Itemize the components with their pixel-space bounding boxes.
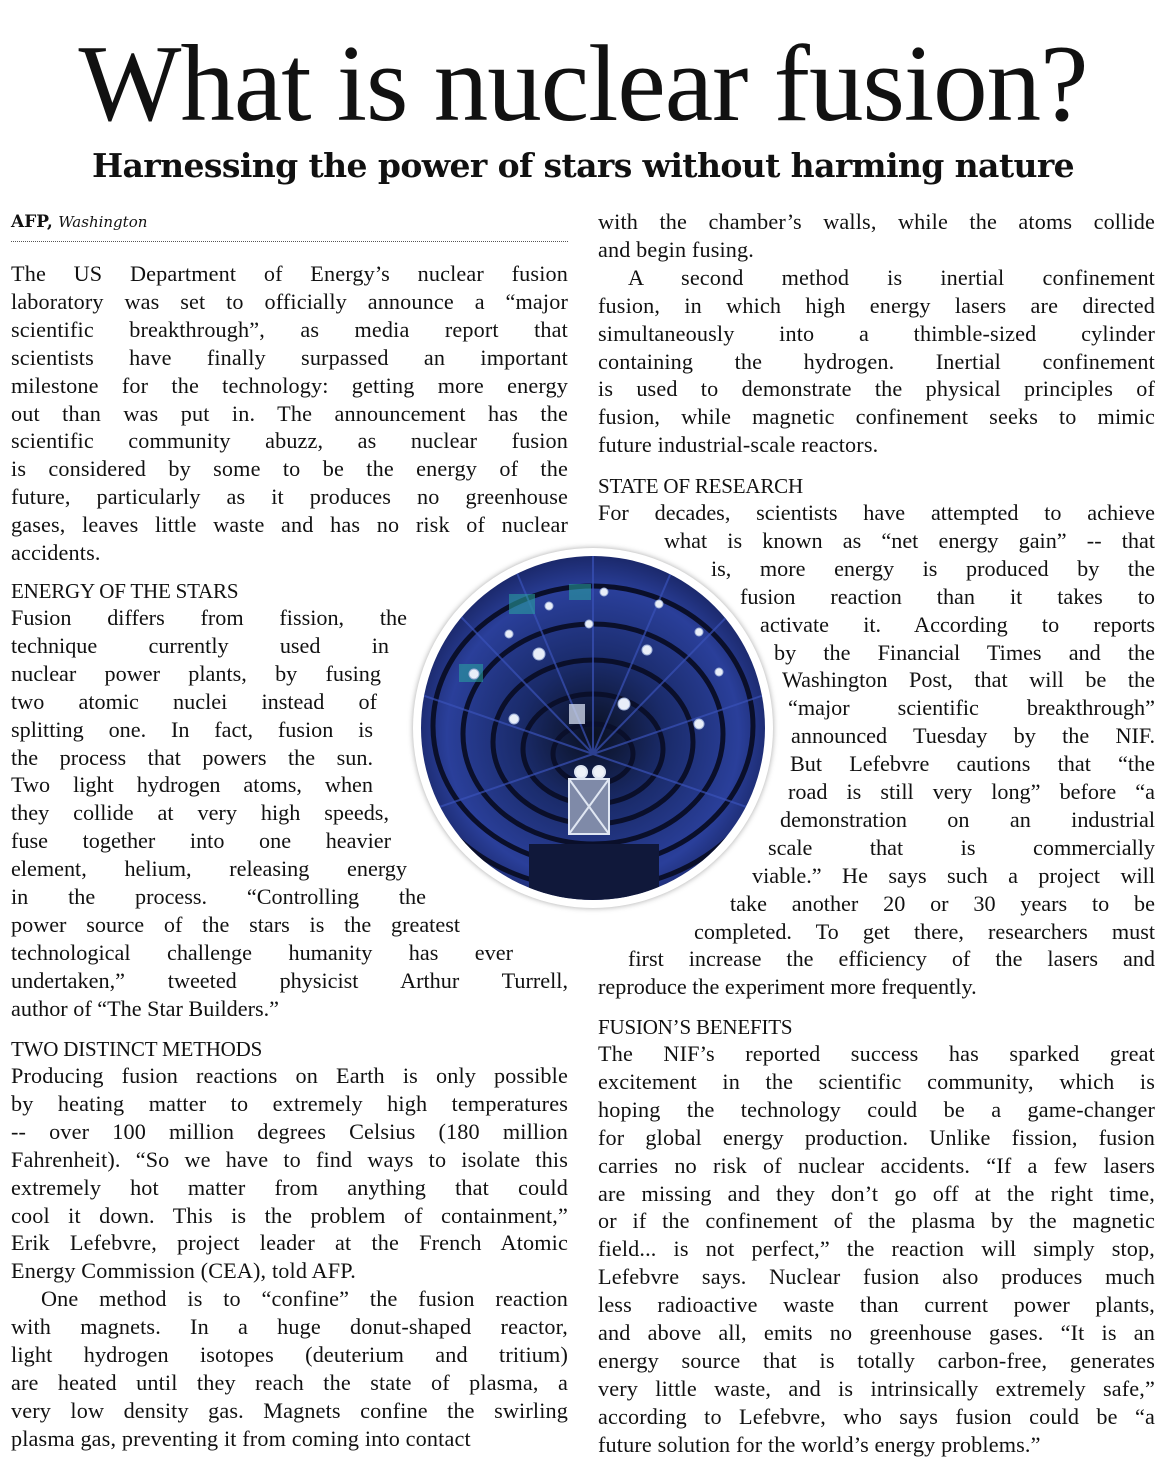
stars-line: the process that powers the sun. bbox=[11, 744, 373, 770]
methods-continued-line: A second method is inertial confinement bbox=[628, 264, 1155, 290]
intro-line: scientists have finally surpassed an important bbox=[11, 344, 568, 370]
benefits-line: future solution for the world’s energy problems.” bbox=[598, 1431, 1041, 1457]
intro-line: future, particularly as it produces no greenhouse bbox=[11, 484, 568, 510]
methods-line: Producing fusion reactions on Earth is only possible bbox=[11, 1063, 568, 1088]
stars-line: they collide at very high speeds, bbox=[11, 800, 389, 826]
research-line: activate it. According to reports bbox=[760, 611, 1155, 637]
fusion-chamber-photo bbox=[413, 548, 773, 908]
methods-continued-line: and begin fusing. bbox=[598, 236, 754, 262]
intro-line: accidents. bbox=[11, 540, 101, 566]
section-title-fusions-benefits: FUSION’S BENEFITS bbox=[598, 1015, 793, 1039]
research-line: demonstration on an industrial bbox=[780, 806, 1155, 832]
benefits-line: carries no risk of nuclear accidents. “If a few lasers bbox=[598, 1152, 1155, 1178]
benefits-line: The NIF’s reported success has sparked great bbox=[598, 1041, 1155, 1066]
intro-line: is considered by some to be the energy of the bbox=[11, 456, 568, 482]
section-title-energy-of-the-stars: ENERGY OF THE STARS bbox=[11, 579, 239, 603]
methods-line: plasma gas, preventing it from coming into contact bbox=[11, 1425, 471, 1451]
methods-line: with magnets. In a huge donut-shaped reactor, bbox=[11, 1314, 568, 1340]
methods-line: One method is to “confine” the fusion reaction bbox=[41, 1286, 568, 1312]
benefits-line: very little waste, and is intrinsically extremely safe,” bbox=[598, 1375, 1155, 1401]
methods-line: Energy Commission (CEA), told AFP. bbox=[11, 1258, 356, 1284]
research-line: Washington Post, that will be the bbox=[782, 667, 1155, 693]
methods-continued-line: fusion, while magnetic confinement seeks to mimic bbox=[598, 404, 1155, 430]
byline-agency: AFP, bbox=[11, 212, 53, 232]
benefits-line: for global energy production. Unlike fission, fusion bbox=[598, 1124, 1155, 1150]
methods-line: Fahrenheit). “So we have to find ways to isolate this bbox=[11, 1146, 568, 1172]
methods-line: by heating matter to extremely high temperatures bbox=[11, 1090, 568, 1116]
intro-line: The US Department of Energy’s nuclear fusion bbox=[11, 261, 568, 286]
stars-line: technique currently used in bbox=[11, 632, 389, 658]
stars-line: in the process. “Controlling the bbox=[11, 884, 426, 909]
methods-line: -- over 100 million degrees Celsius (180 million bbox=[11, 1118, 568, 1144]
stars-line: Two light hydrogen atoms, when bbox=[11, 772, 373, 798]
benefits-line: Lefebvre says. Nuclear fusion also produces much bbox=[598, 1264, 1155, 1290]
dotted-divider bbox=[11, 241, 568, 242]
byline bbox=[11, 209, 147, 235]
research-line: completed. To get there, researchers must bbox=[694, 918, 1155, 944]
research-line: But Lefebvre cautions that “the bbox=[790, 751, 1155, 777]
stars-line: fuse together into one heavier bbox=[11, 828, 391, 854]
methods-line: are heated until they reach the state of plasma, a bbox=[11, 1369, 568, 1395]
methods-continued bbox=[598, 208, 1155, 459]
benefits-line: are missing and they don’t go off at the right time, bbox=[598, 1180, 1155, 1206]
stars-line: power source of the stars is the greatest bbox=[11, 911, 460, 937]
research-line: reproduce the experiment more frequently. bbox=[598, 974, 977, 1000]
methods-continued-line: with the chamber’s walls, while the atoms collide bbox=[598, 209, 1155, 234]
intro-line: laboratory was set to officially announce a “major bbox=[11, 288, 568, 314]
research-line: first increase the efficiency of the lasers and bbox=[628, 946, 1155, 972]
benefits-line: according to Lefebvre, who says fusion could be “a bbox=[598, 1403, 1155, 1429]
methods-line: light hydrogen isotopes (deuterium and tritium) bbox=[11, 1342, 568, 1368]
benefits-line: energy source that is totally carbon-free, generates bbox=[598, 1347, 1155, 1373]
benefits-line: or if the confinement of the plasma by the magnetic bbox=[598, 1208, 1155, 1234]
research-line: For decades, scientists have attempted to achieve bbox=[598, 500, 1155, 525]
research-line: what is known as “net energy gain” -- that bbox=[664, 527, 1155, 553]
research-line: is, more energy is produced by the bbox=[711, 555, 1155, 581]
intro-line: out than was put in. The announcement has the bbox=[11, 400, 568, 426]
research-line: by the Financial Times and the bbox=[774, 639, 1155, 665]
research-line: viable.” He says such a project will bbox=[752, 862, 1155, 888]
benefits-line: and above all, emits no greenhouse gases. “It is an bbox=[598, 1320, 1155, 1346]
intro-line: scientific community abuzz, as nuclear fusion bbox=[11, 428, 568, 454]
section-fusions-benefits bbox=[598, 1040, 1155, 1459]
research-line: announced Tuesday by the NIF. bbox=[791, 723, 1155, 749]
methods-continued-line: containing the hydrogen. Inertial confinement bbox=[598, 348, 1155, 374]
methods-continued-line: is used to demonstrate the physical principles of bbox=[598, 376, 1155, 402]
stars-line: Fusion differs from fission, the bbox=[11, 605, 407, 630]
methods-continued-line: future industrial-scale reactors. bbox=[598, 432, 879, 458]
intro-line: scientific breakthrough”, as media report that bbox=[11, 316, 568, 342]
methods-continued-line: fusion, in which high energy lasers are directed bbox=[598, 292, 1155, 318]
section-title-two-distinct-methods: TWO DISTINCT METHODS bbox=[11, 1037, 263, 1061]
methods-line: extremely hot matter from anything that could bbox=[11, 1174, 568, 1200]
benefits-line: field... is not perfect,” the reaction will simply stop, bbox=[598, 1236, 1155, 1262]
stars-line: author of “The Star Builders.” bbox=[11, 995, 280, 1021]
stars-line: element, helium, releasing energy bbox=[11, 856, 407, 882]
benefits-line: less radioactive waste than current power plants, bbox=[598, 1292, 1155, 1318]
research-line: take another 20 or 30 years to be bbox=[730, 890, 1155, 916]
section-two-distinct-methods bbox=[11, 1062, 568, 1453]
methods-line: Erik Lefebvre, project leader at the French Atomic bbox=[11, 1230, 568, 1256]
headline: What is nuclear fusion? bbox=[78, 23, 1088, 144]
byline-place: Washington bbox=[58, 213, 148, 231]
research-line: “major scientific breakthrough” bbox=[788, 695, 1155, 721]
stars-line: undertaken,” tweeted physicist Arthur Turrell, bbox=[11, 967, 568, 993]
intro-line: gases, leaves little waste and has no risk of nuclear bbox=[11, 512, 568, 538]
intro-line: milestone for the technology: getting more energy bbox=[11, 372, 568, 398]
research-line: road is still very long” before “a bbox=[788, 779, 1155, 804]
benefits-line: excitement in the scientific community, which is bbox=[598, 1068, 1155, 1094]
stars-line: nuclear power plants, by fusing bbox=[11, 660, 381, 686]
research-line: scale that is commercially bbox=[768, 834, 1155, 860]
stars-line: two atomic nuclei instead of bbox=[11, 688, 377, 714]
research-line: fusion reaction than it takes to bbox=[740, 583, 1155, 609]
methods-line: cool it down. This is the problem of containment,” bbox=[11, 1202, 568, 1228]
stars-line: technological challenge humanity has ever bbox=[11, 939, 513, 965]
section-title-state-of-research: STATE OF RESEARCH bbox=[598, 474, 803, 498]
methods-continued-line: simultaneously into a thimble-sized cylinder bbox=[598, 320, 1155, 346]
benefits-line: hoping the technology could be a game-changer bbox=[598, 1096, 1155, 1122]
subhead: Harnessing the power of stars without harming nature bbox=[91, 146, 1075, 185]
stars-line: splitting one. In fact, fusion is bbox=[11, 716, 373, 742]
methods-line: very low density gas. Magnets confine the swirling bbox=[11, 1397, 568, 1423]
intro-paragraph bbox=[11, 260, 568, 567]
